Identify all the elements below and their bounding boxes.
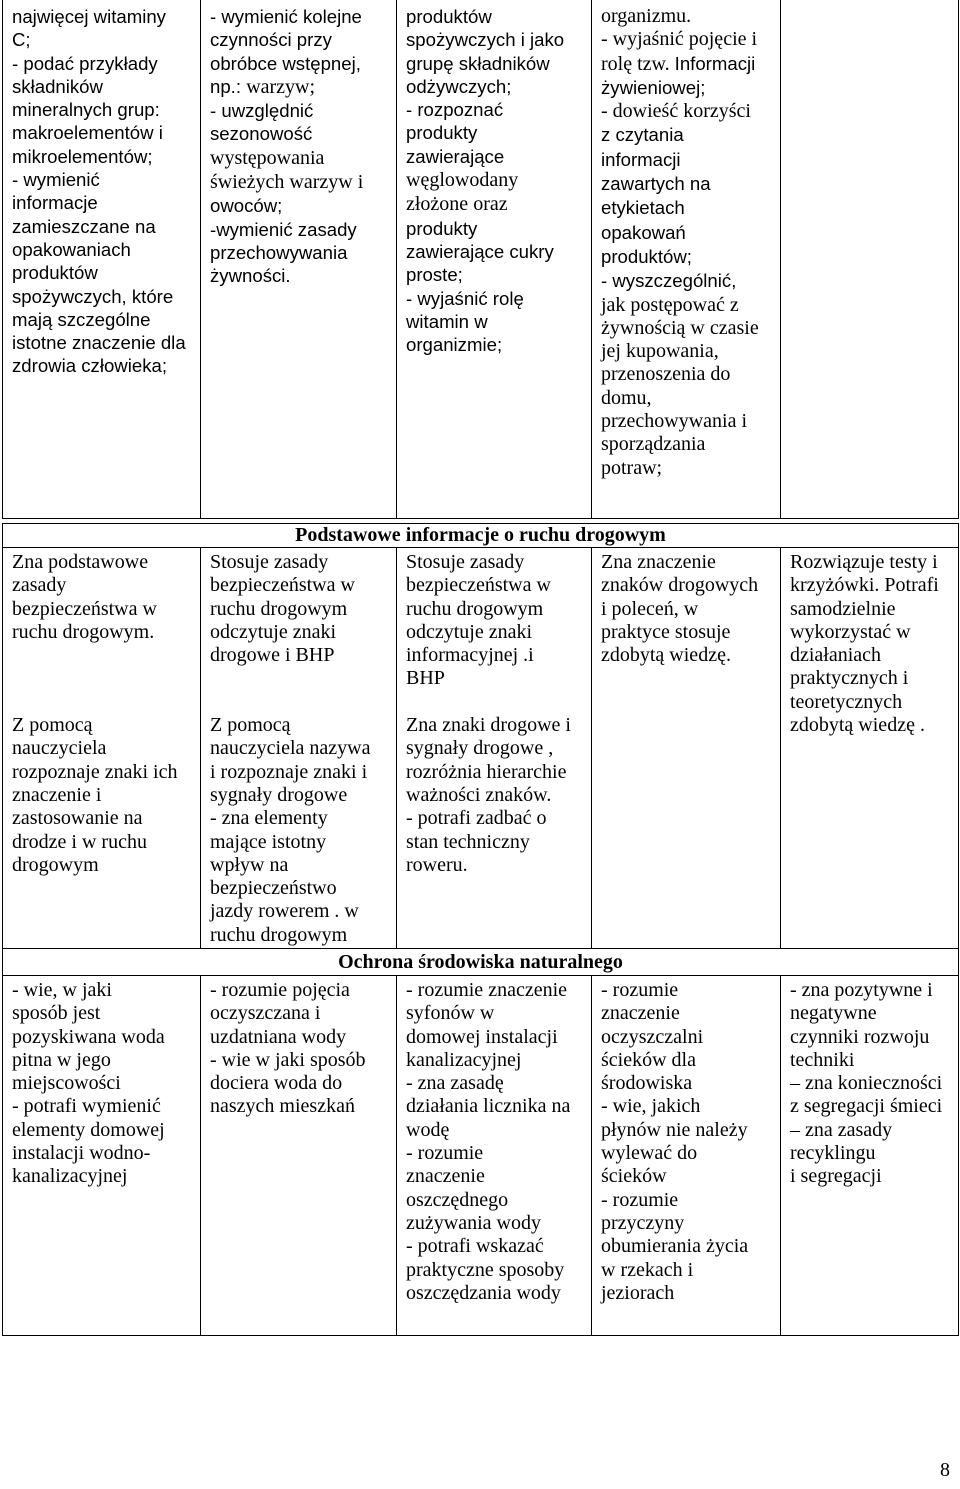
cell-text-segment: organizmu. - wyjaśnić pojęcie i rolę tzw.: [601, 5, 758, 75]
environment-cell-3: - rozumie znaczenie syfonów w domowej instalacji kanalizacyjnej - zna zasadę działania licznika na wodę - rozumie znaczenie oszczędnego zużywania wody - potrafi wskazać praktyczne sposoby oszczędzania wody: [396, 975, 592, 1336]
road-safety-cell-1: Zna podstawowe zasady bezpieczeństwa w ruchu drogowym. Z pomocą nauczyciela rozpoznaje znaki ich znaczenie i zastosowanie na drodze i w ruchu drogowym: [2, 547, 201, 949]
environment-cell-2: - rozumie pojęcia oczyszczana i uzdatniana wody - wie w jaki sposób dociera woda do naszych mieszkań: [200, 975, 397, 1336]
environment-cell-1: - wie, w jaki sposób jest pozyskiwana woda pitna w jego miejscowości - potrafi wymienić elementy domowej instalacji wodno- kanalizacyjnej: [2, 975, 201, 1336]
cell-text-segment: produkty zawierające cukry proste; - wyjaśnić rolę witamin w organizmie;: [406, 217, 554, 356]
section-heading-environment: Ochrona środowiska naturalnego: [2, 948, 959, 976]
cell-text-segment: produktów spożywczych i jako grupę składników odżywczych; - rozpoznać produkty zawierające: [406, 6, 565, 167]
top-table-cell-4: [591, 0, 781, 519]
top-table-cell-5-empty: [780, 0, 959, 519]
environment-cell-4: - rozumie znaczenie oczyszczalni ścieków dla środowiska - wie, jakich płynów nie należy wylewać do ścieków - rozumie przyczyny obumierania życia w rzekach i jeziorach: [591, 975, 781, 1336]
cell-text-segment: owoców; -wymienić zasady przechowywania żywności.: [210, 195, 357, 287]
road-safety-cell-3: Stosuje zasady bezpieczeństwa w ruchu drogowym odczytuje znaki informacyjnej .i BHP Zna znaki drogowe i sygnały drogowe , rozróżnia hierarchie ważności znaków. - potrafi zadbać o stan techniczny roweru.: [396, 547, 592, 949]
cell-text-segment: występowania świeżych warzyw i: [210, 146, 364, 194]
road-safety-cell-5: Rozwiązuje testy i krzyżówki. Potrafi samodzielnie wykorzystać w działaniach praktycznych i teoretycznych zdobytą wiedzę .: [780, 547, 959, 949]
top-table-cell-1: [2, 0, 201, 519]
top-table-cell-2: [200, 0, 397, 519]
cell-text-segment: najwięcej witaminy C; - podać przykłady składników mineralnych grup: makroelementów i mikroelementów; - wymienić informacje zamieszczane na opakowaniach produktów spożywczych, które mają szczególne istotne znaczenie dla zdrowia człowieka;: [12, 6, 186, 377]
page-number: 8: [940, 1459, 950, 1481]
cell-text-segment: Informacji żywieniowej;: [601, 52, 756, 98]
road-safety-cell-2: Stosuje zasady bezpieczeństwa w ruchu drogowym odczytuje znaki drogowe i BHP Z pomocą nauczyciela nazywa i rozpoznaje znaki i sygnały drogowe - zna elementy mające istotny wpływ na bezpieczeństwo jazdy rowerem . w ruchu drogowym: [200, 547, 397, 949]
road-safety-cell-4: Zna znaczenie znaków drogowych i poleceń, w praktyce stosuje zdobytą wiedzę.: [591, 547, 781, 949]
cell-text-segment: - wymienić kolejne czynności przy obróbce wstępnej, np.:: [210, 6, 362, 97]
cell-text-segment: jak postępować z żywnością w czasie jej kupowania, przenoszenia do domu, przechowywania i sporządzania potraw;: [601, 293, 759, 479]
cell-text-segment: z czytania informacji zawartych na etykietach opakowań produktów; - wyszczególnić,: [601, 124, 737, 292]
cell-text-segment: węglowodany złożone oraz: [406, 169, 519, 216]
section-heading-road-safety: Podstawowe informacje o ruchu drogowym: [2, 523, 959, 548]
cell-text-segment: - uwzględnić sezonowość: [210, 100, 314, 145]
environment-cell-5: - zna pozytywne i negatywne czynniki rozwoju techniki – zna konieczności z segregacji śmieci – zna zasady recyklingu i segregacji: [780, 975, 959, 1336]
top-table-cell-3: [396, 0, 592, 519]
cell-text-segment: - dowieść korzyści: [601, 100, 751, 123]
cell-text-segment: warzyw;: [246, 75, 316, 98]
